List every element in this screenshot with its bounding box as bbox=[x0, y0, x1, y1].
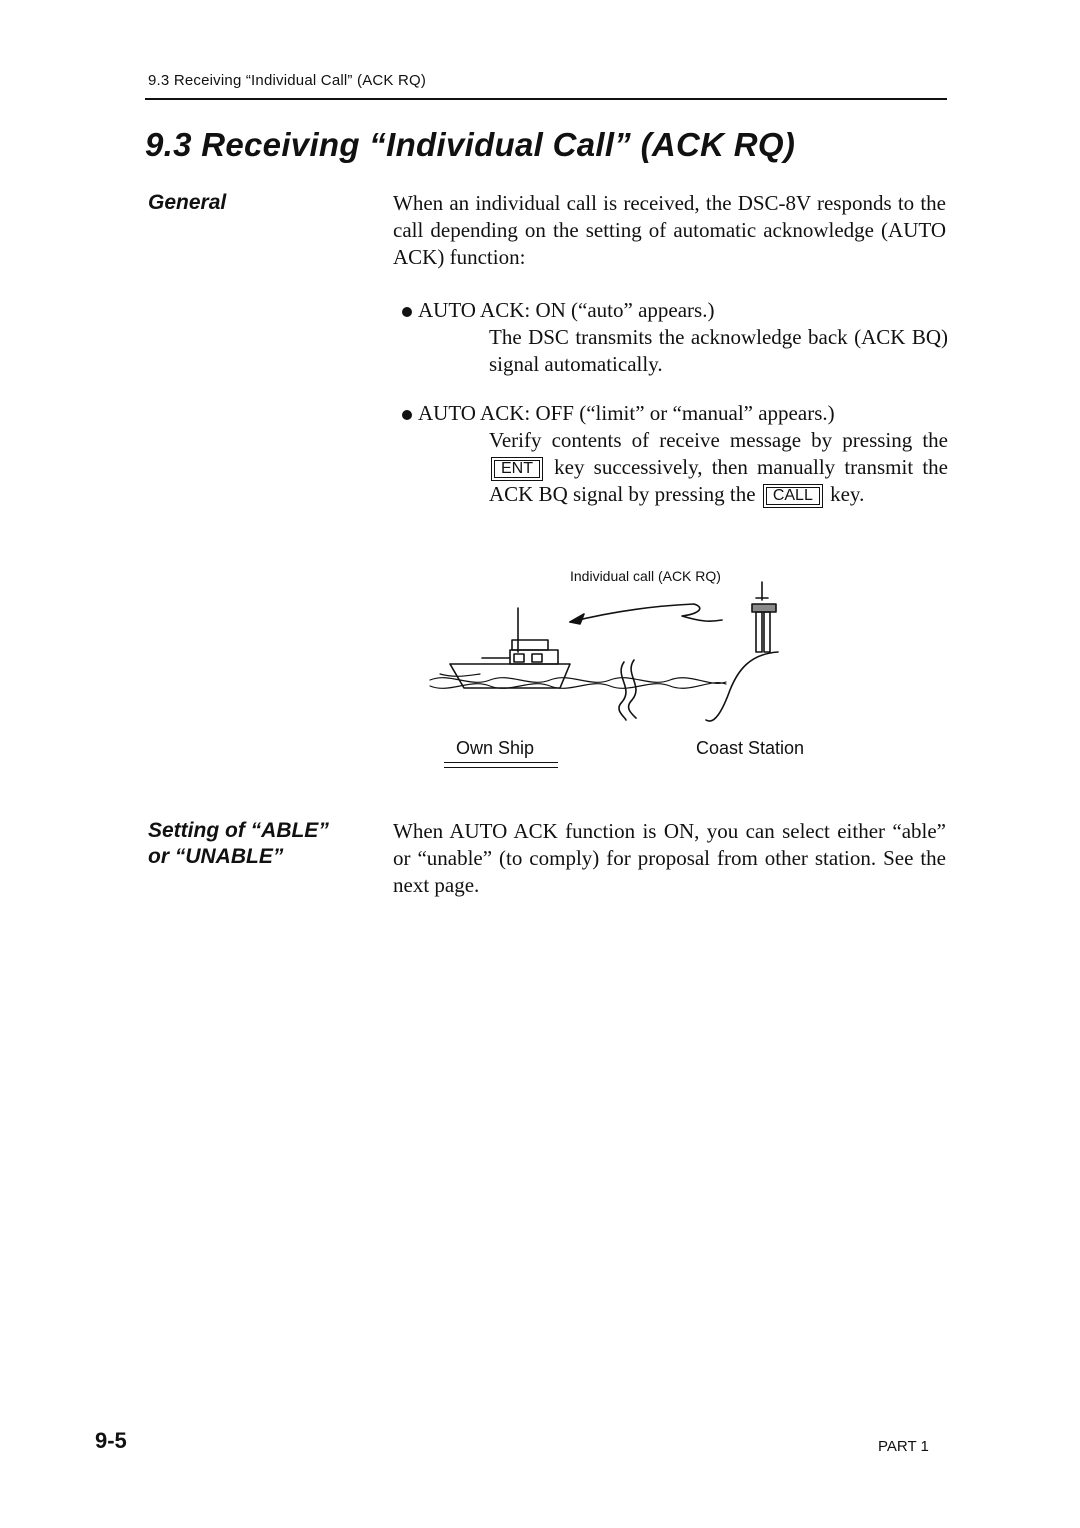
bullet-dot-icon bbox=[402, 410, 412, 420]
running-head: 9.3 Receiving “Individual Call” (ACK RQ) bbox=[148, 72, 427, 89]
header-rule bbox=[145, 98, 947, 100]
bullet-auto-ack-off bbox=[418, 400, 948, 508]
own-ship-label: Own Ship bbox=[456, 738, 535, 758]
radio-signal-arrow bbox=[570, 604, 722, 624]
bullet-lead: AUTO ACK: ON (“auto” appears.) bbox=[418, 298, 715, 322]
bullet-body-text: key. bbox=[830, 482, 865, 506]
distance-break-mark bbox=[619, 660, 636, 720]
call-key-icon: CALL bbox=[763, 484, 823, 508]
section-heading-general: General bbox=[148, 191, 227, 214]
own-ship-underline bbox=[444, 762, 558, 768]
page-title: 9.3 Receiving “Individual Call” (ACK RQ) bbox=[145, 126, 796, 163]
figure-caption: Individual call (ACK RQ) bbox=[570, 568, 721, 584]
section-heading-setting: Setting of “ABLE” or “UNABLE” bbox=[148, 819, 329, 868]
sea-waves bbox=[430, 674, 726, 688]
bullet-body bbox=[418, 427, 948, 508]
bullet-lead: AUTO ACK: OFF (“limit” or “manual” appears.) bbox=[418, 401, 835, 425]
bullet-dot-icon bbox=[402, 307, 412, 317]
part-label: PART 1 bbox=[878, 1438, 929, 1455]
coast-station-illustration bbox=[706, 582, 778, 721]
page-number: 9-5 bbox=[95, 1428, 127, 1453]
bullet-auto-ack-on bbox=[418, 297, 948, 378]
bullet-body: The DSC transmits the acknowledge back (ACK BQ) signal automatically. bbox=[489, 325, 948, 376]
bullet-body-text: Verify contents of receive message by pressing the bbox=[489, 428, 948, 452]
ent-key-icon: ENT bbox=[491, 457, 543, 481]
general-intro-paragraph: When an individual call is received, the DSC-8V responds to the call depending on the setting of automatic acknowledge (AUTO ACK) function: bbox=[393, 191, 946, 269]
coast-station-label: Coast Station bbox=[696, 738, 805, 758]
setting-paragraph: When AUTO ACK function is ON, you can select either “able” or “unable” (to comply) for proposal from other station. See the next page. bbox=[393, 819, 946, 897]
bullet-body-text: key successively, then manually transmit the ACK BQ signal by pressing the bbox=[489, 455, 948, 506]
